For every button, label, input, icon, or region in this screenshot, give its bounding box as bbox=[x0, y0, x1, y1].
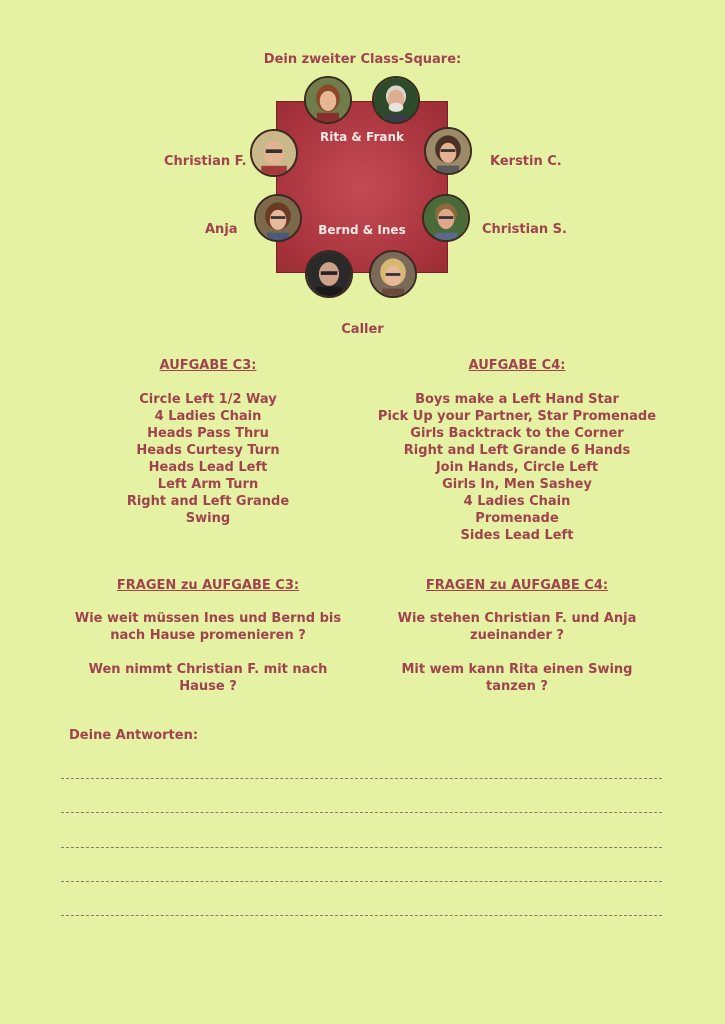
photo-bernd bbox=[305, 250, 353, 298]
task-c4-line: 4 Ladies Chain bbox=[463, 494, 571, 509]
photo-anja bbox=[254, 194, 302, 242]
photo-christian-f bbox=[250, 129, 298, 177]
task-c4-line: Girls In, Men Sashey bbox=[442, 477, 592, 492]
answer-line[interactable] bbox=[61, 915, 662, 916]
bottom-couple-label: Bernd & Ines bbox=[318, 223, 406, 237]
question-c3-1-line: Wie weit müssen Ines und Bernd bis bbox=[74, 611, 342, 626]
task-c3-line: Heads Curtesy Turn bbox=[136, 443, 280, 458]
task-c4-line: Promenade bbox=[475, 511, 559, 526]
question-c4-2-line: tanzen ? bbox=[486, 679, 548, 694]
task-c4-line: Join Hands, Circle Left bbox=[435, 460, 599, 475]
task-c4-line: Sides Lead Left bbox=[460, 528, 574, 543]
task-c4-line: Girls Backtrack to the Corner bbox=[410, 426, 624, 441]
question-c3-1-line: nach Hause promenieren ? bbox=[110, 628, 306, 643]
task-c4-line: Boys make a Left Hand Star bbox=[415, 392, 619, 407]
task-c3-line: Left Arm Turn bbox=[157, 477, 259, 492]
task-c3-line: Swing bbox=[185, 511, 231, 526]
question-c4-2 bbox=[377, 661, 657, 695]
task-c4-line: Right and Left Grande 6 Hands bbox=[403, 443, 631, 458]
question-c4-2-line: Mit wem kann Rita einen Swing bbox=[401, 662, 633, 677]
task-c3-line: Heads Pass Thru bbox=[147, 426, 269, 441]
questions-c4-heading: FRAGEN zu AUFGABE C4: bbox=[425, 578, 609, 593]
photo-ines bbox=[369, 250, 417, 298]
page-title: Dein zweiter Class-Square: bbox=[263, 52, 462, 67]
label-anja: Anja bbox=[205, 222, 238, 237]
question-c3-2-line: Hause ? bbox=[179, 679, 237, 694]
answer-line[interactable] bbox=[61, 812, 662, 813]
task-c3-heading: AUFGABE C3: bbox=[159, 358, 257, 373]
question-c3-2-line: Wen nimmt Christian F. mit nach bbox=[88, 662, 328, 677]
task-c3-line: Heads Lead Left bbox=[148, 460, 268, 475]
task-c3-line: 4 Ladies Chain bbox=[154, 409, 262, 424]
label-christian-f: Christian F. bbox=[164, 154, 247, 169]
question-c3-2 bbox=[68, 661, 348, 695]
task-c4-line: Pick Up your Partner, Star Promenade bbox=[377, 409, 657, 424]
question-c4-1-line: Wie stehen Christian F. und Anja bbox=[397, 611, 637, 626]
task-c4 bbox=[367, 357, 667, 544]
task-c4-heading: AUFGABE C4: bbox=[468, 358, 566, 373]
question-c4-1 bbox=[377, 610, 657, 644]
photo-christian-s bbox=[422, 194, 470, 242]
class-square bbox=[276, 101, 448, 273]
answers-label: Deine Antworten: bbox=[69, 728, 199, 743]
caller-label: Caller bbox=[341, 322, 384, 337]
question-c3-1 bbox=[68, 610, 348, 644]
photo-frank bbox=[372, 76, 420, 124]
answer-line[interactable] bbox=[61, 881, 662, 882]
photo-kerstin bbox=[424, 127, 472, 175]
photo-rita bbox=[304, 76, 352, 124]
task-c3-line: Right and Left Grande bbox=[126, 494, 290, 509]
task-c3-line: Circle Left 1/2 Way bbox=[139, 392, 277, 407]
question-c4-1-line: zueinander ? bbox=[470, 628, 564, 643]
answer-line[interactable] bbox=[61, 847, 662, 848]
label-christian-s: Christian S. bbox=[482, 222, 567, 237]
questions-c3-heading: FRAGEN zu AUFGABE C3: bbox=[116, 578, 300, 593]
top-couple-label: Rita & Frank bbox=[320, 130, 404, 144]
task-c3 bbox=[88, 357, 328, 527]
label-kerstin: Kerstin C. bbox=[490, 154, 562, 169]
answer-line[interactable] bbox=[61, 778, 662, 779]
